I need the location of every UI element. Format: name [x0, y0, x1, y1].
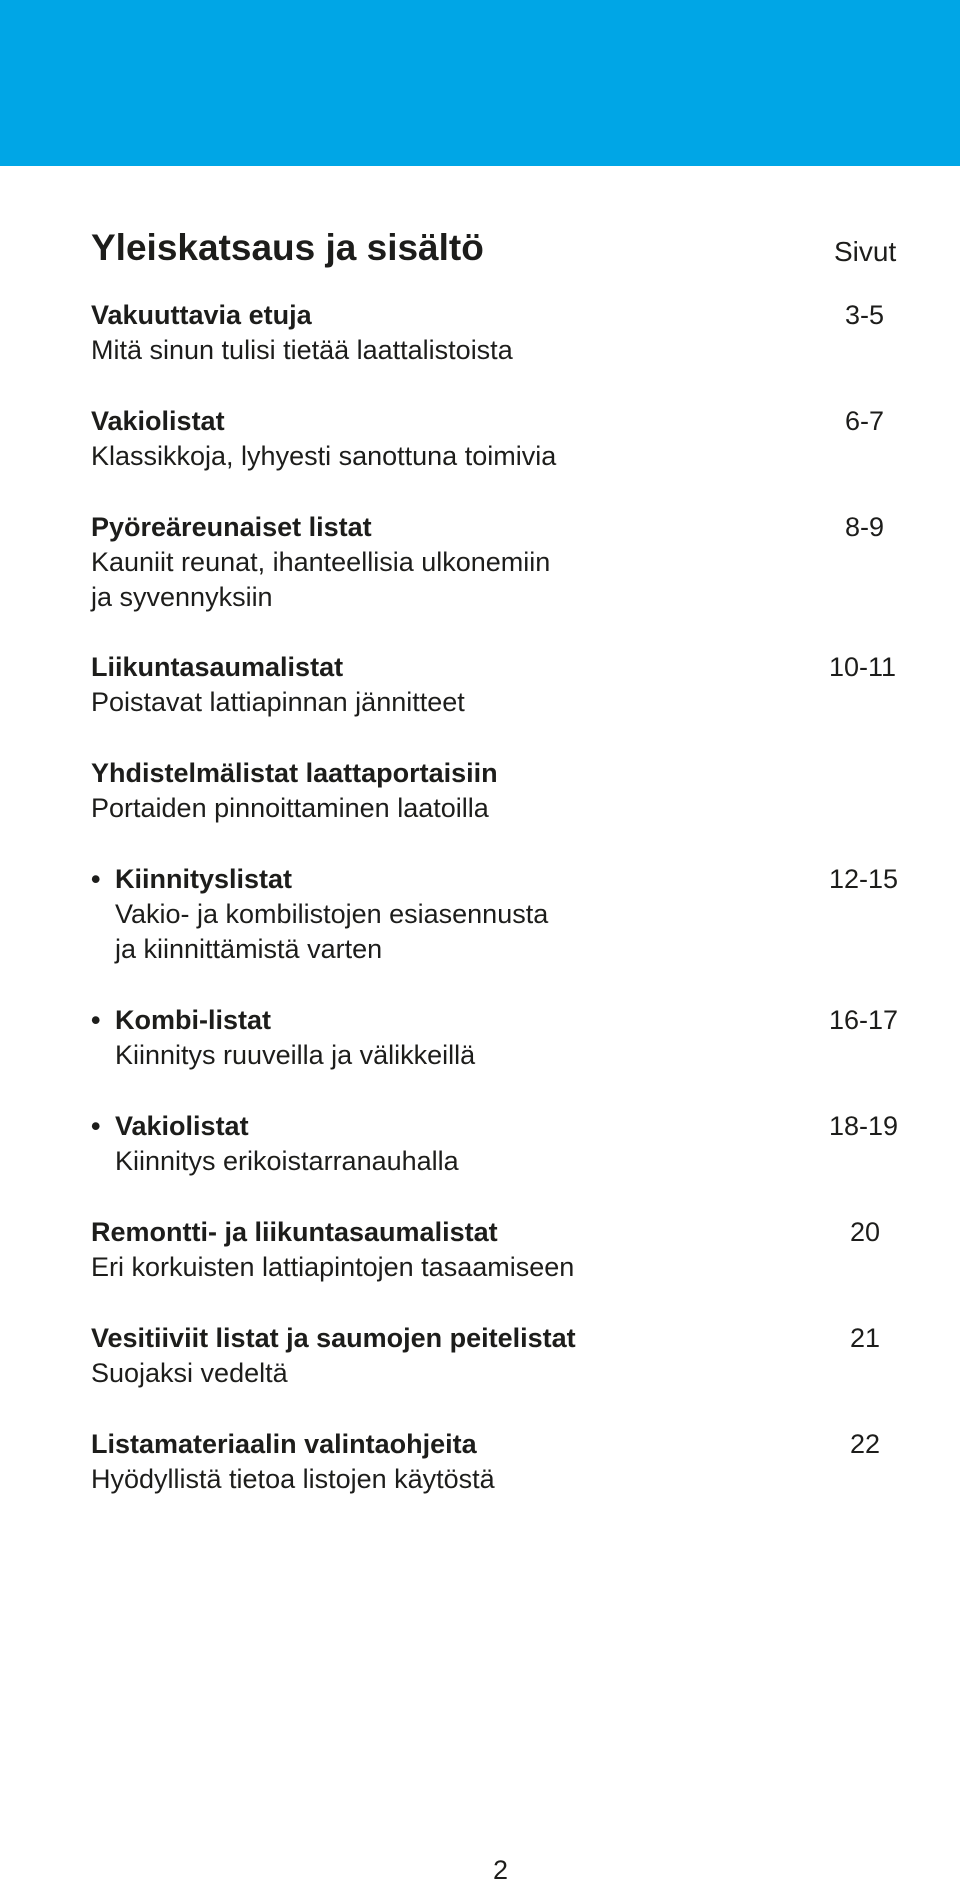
toc-entry-description: ja syvennyksiin [91, 582, 273, 612]
toc-entry-description: Poistavat lattiapinnan jännitteet [91, 687, 465, 717]
toc-entry-pages: 6-7 [845, 406, 885, 436]
toc-entry-title: Vakiolistat [115, 1111, 249, 1141]
toc-entry-pages: 10-11 [829, 652, 897, 682]
toc-entry-description: Kiinnitys ruuveilla ja välikkeillä [115, 1040, 476, 1070]
bullet-icon: • [91, 864, 101, 894]
toc-entry-description: Eri korkuisten lattiapintojen tasaamiseen [91, 1252, 575, 1282]
toc-entry [91, 650, 911, 720]
toc-entry-title: Vakiolistat [91, 406, 225, 436]
toc-entry-description: Portaiden pinnoittaminen laatoilla [91, 793, 489, 823]
page-number: 2 [493, 1855, 509, 1885]
toc-entry-title: Kombi-listat [115, 1005, 272, 1035]
toc-entry [91, 298, 911, 368]
toc-entry [91, 1215, 911, 1285]
pages-column-header: Sivut [834, 236, 897, 267]
toc-subentry [91, 1109, 911, 1179]
toc-entry-title: Yhdistelmälistat laattaportaisiin [91, 758, 498, 788]
toc-entry-title: Vakuuttavia etuja [91, 300, 312, 330]
toc-entry-pages: 16-17 [829, 1005, 899, 1035]
toc-entry [91, 510, 911, 615]
toc-entry-title: Listamateriaalin valintaohjeita [91, 1429, 477, 1459]
toc-entry-pages: 18-19 [829, 1111, 899, 1141]
toc-subentry [91, 1003, 911, 1073]
toc-entry-title: Remontti- ja liikuntasaumalistat [91, 1217, 498, 1247]
bullet-icon: • [91, 1005, 101, 1035]
toc-entry-description: Kiinnitys erikoistarranauhalla [115, 1146, 459, 1176]
toc-entry-description: Kauniit reunat, ihanteellisia ulkonemiin [91, 547, 551, 577]
toc-entry-pages: 22 [850, 1429, 881, 1459]
toc-entry-pages: 21 [850, 1323, 881, 1353]
toc-entry-description: Klassikkoja, lyhyesti sanottuna toimivia [91, 441, 557, 471]
toc-entry [91, 1427, 911, 1497]
toc-entry-title: Kiinnityslistat [115, 864, 293, 894]
toc-entry-description: Vakio- ja kombilistojen esiasennusta [115, 899, 549, 929]
toc-entry-description: ja kiinnittämistä varten [115, 934, 383, 964]
toc-entry-pages: 12-15 [829, 864, 899, 894]
toc-entry [91, 404, 911, 474]
toc-entry-title: Vesitiiviit listat ja saumojen peitelistat [91, 1323, 576, 1353]
header-color-band [0, 0, 960, 166]
toc-entry-description: Hyödyllistä tietoa listojen käytöstä [91, 1464, 495, 1494]
toc-entry-pages: 20 [850, 1217, 881, 1247]
toc-entry-pages: 3-5 [845, 300, 885, 330]
toc-entry-description: Suojaksi vedeltä [91, 1358, 288, 1388]
toc-entry [91, 1321, 911, 1391]
toc-entry-title: Pyöreäreunaiset listat [91, 512, 372, 542]
toc-entry-description: Mitä sinun tulisi tietää laattalistoista [91, 335, 513, 365]
toc-entry [91, 756, 911, 826]
page-title: Yleiskatsaus ja sisältö [91, 227, 484, 268]
toc-subentry [91, 862, 911, 967]
toc-entry-pages: 8-9 [845, 512, 885, 542]
bullet-icon: • [91, 1111, 101, 1141]
toc-entry-title: Liikuntasaumalistat [91, 652, 344, 682]
